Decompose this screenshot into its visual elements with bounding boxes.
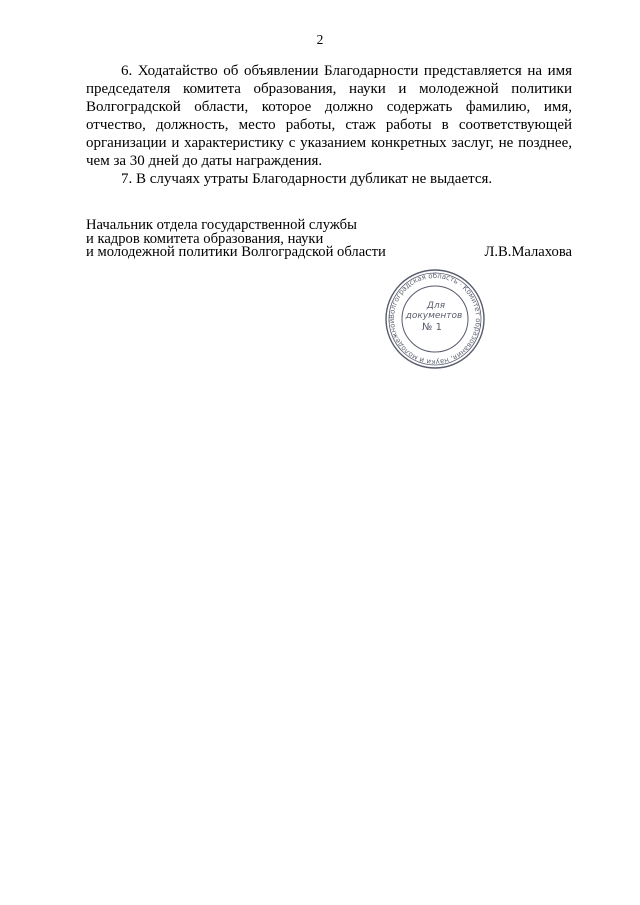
stamp-center-line-3: № 1 — [422, 322, 442, 333]
signature-position-line-2: и кадров комитета образования, науки — [86, 230, 324, 247]
paragraph-7: 7. В случаях утраты Благодарности дубликат не выдается. — [121, 171, 493, 187]
signature-position-line-1: Начальник отдела государственной службы — [86, 217, 357, 233]
paragraph-6: 6. Ходатайство об объявлении Благодарности представляется на имя председателя комитета образования, науки и молодежной политики Волгоградской области, которое должно содержать фамилию, имя, отчество, должность, место работы, стаж работы в соответствующей организации и характеристику с указанием конкретных заслуг, не позднее, чем за 30 дней до даты награждения. — [86, 63, 572, 169]
page-number: 2 — [316, 32, 324, 47]
signature-last-row — [86, 246, 572, 260]
signature-position-line-3: и молодежной политики Волгоградской области — [86, 244, 386, 260]
official-stamp — [374, 268, 496, 370]
stamp-center-line-1: Для — [426, 301, 446, 311]
stamp-center-line-2: документов — [405, 311, 463, 321]
signatory-name: Л.В.Малахова — [484, 244, 572, 260]
stamp-ring-text: Волгоградская область · Комитет образования, науки и молодежной — [387, 271, 483, 367]
signature-block — [86, 219, 572, 260]
document-body — [86, 62, 572, 188]
stamp-seal-icon — [374, 268, 496, 370]
